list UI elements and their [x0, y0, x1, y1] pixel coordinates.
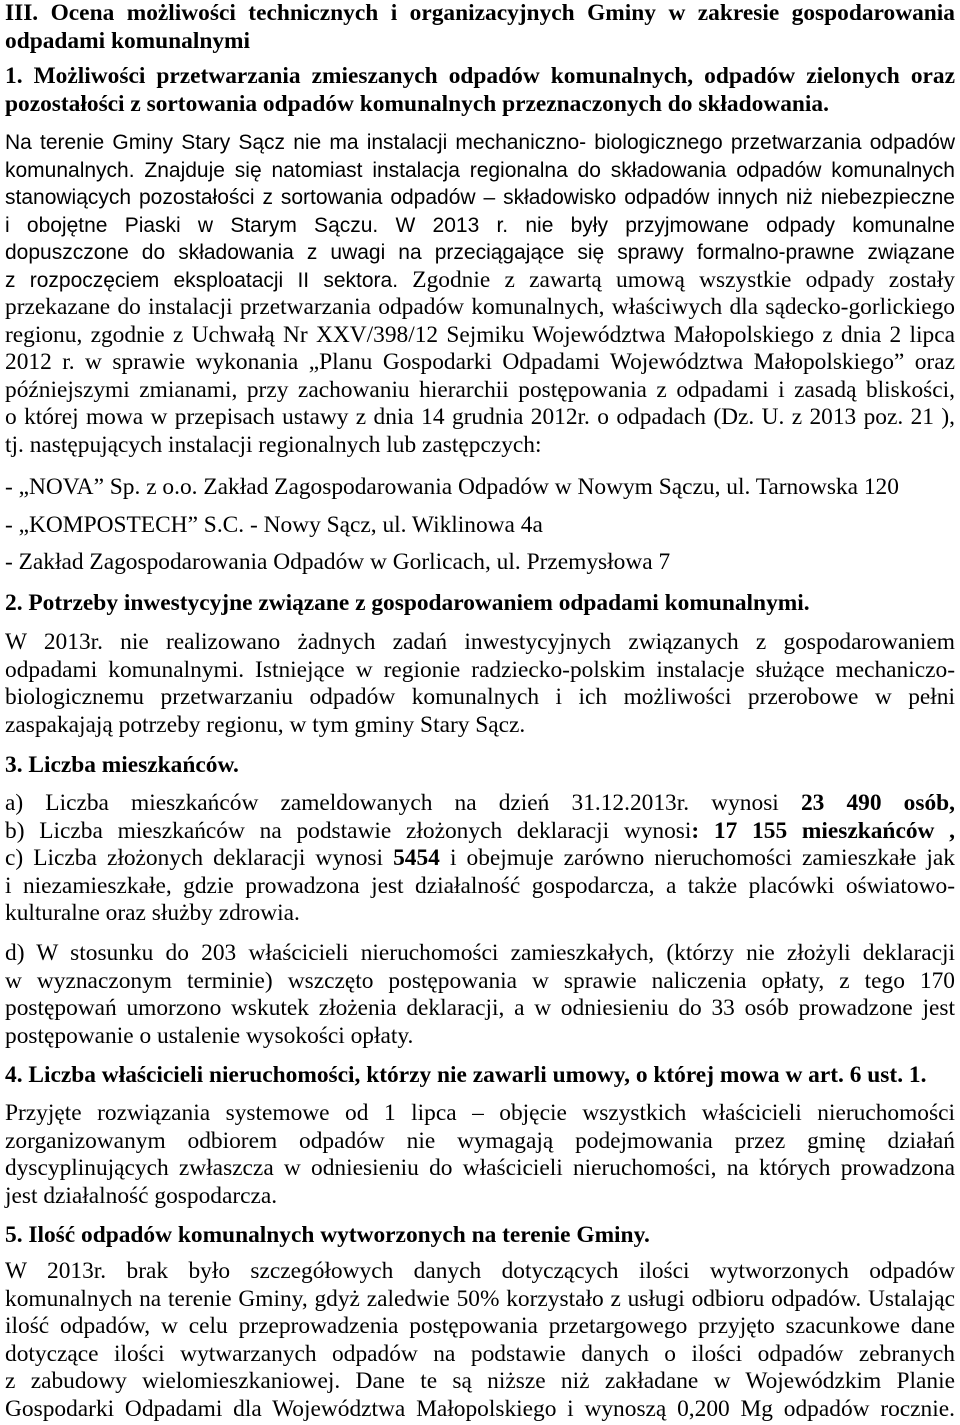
- document-title: [5, 0, 955, 55]
- installation-item-text: - „NOVA” Sp. z o.o. Zakład Zagospodarowania Odpadów w Nowym Sączu, ul. Tarnowska 120: [5, 474, 899, 500]
- item-c-line: [5, 845, 955, 873]
- heading-line: 1. Możliwości przetwarzania zmieszanych odpadów komunalnych, odpadów zielonych oraz: [5, 63, 955, 89]
- installation-item: [5, 549, 955, 577]
- paragraph-line: dyscyplinujących zwłaszcza w odniesieniu do właścicieli nieruchomości, na których prowadzona: [5, 1155, 955, 1181]
- paragraph-line: Gospodarki Odpadami dla Województwa Małopolskiego i wynoszą 0,200 Mg odpadów rocznie.: [5, 1395, 955, 1422]
- section-4-paragraph: [5, 1100, 955, 1210]
- paragraph-line: postępowanie o ustalenie wysokości opłaty.: [5, 1022, 414, 1049]
- serif-text-segment: Zgodnie z zawartą umową wszystkie odpady zostały: [412, 266, 955, 293]
- title-line: odpadami komunalnymi: [5, 27, 251, 54]
- heading-line: 4. Liczba właścicieli nieruchomości, którzy nie zawarli umowy, o której mowa w art. 6 ust. 1.: [5, 1062, 927, 1088]
- installation-item: [5, 512, 955, 540]
- paragraph-line: późniejszymi zmianami, przy zachowaniu hierarchii postępowania z odpadami i zasadą bliskości,: [5, 376, 955, 403]
- heading-line: 3. Liczba mieszkańców.: [5, 752, 239, 778]
- paragraph-line: komunalnych na terenie Gminy, gdyż zaledwie 50% korzystało z usługi odbioru odpadów. Ustalając: [5, 1285, 955, 1312]
- section-3-item-d: [5, 940, 955, 1050]
- heading-line: 2. Potrzeby inwestycyjne związane z gospodarowaniem odpadami komunalnymi.: [5, 590, 810, 616]
- heading-line: pozostałości z sortowania odpadów komunalnych przeznaczonych do składowania.: [5, 90, 829, 117]
- item-c-text-after: i obejmuje zarówno nieruchomości zamieszkałe jak: [449, 845, 955, 871]
- item-b-text: b) Liczba mieszkańców na podstawie złożonych deklaracji wynosi: [5, 817, 692, 844]
- paragraph-line: zaspakajają potrzeby regionu, w tym gminy Stary Sącz.: [5, 711, 526, 738]
- installation-item: [5, 474, 955, 502]
- section-5-paragraph: [5, 1258, 955, 1423]
- item-b-line: [5, 818, 955, 846]
- paragraph-line: postępowań umorzono wskutek złożenia deklaracji, a w odniesieniu do 33 osób prowadzone jest: [5, 995, 955, 1021]
- section-4-heading: [5, 1062, 955, 1090]
- section-2-heading: [5, 590, 955, 618]
- paragraph-line: odpadami komunalnymi. Istniejące w regionie radziecko-polskim instalacje służące mechaniczo-: [5, 656, 955, 683]
- item-a-line: [5, 790, 955, 818]
- paragraph-line: 2012 r. w sprawie wykonania „Planu Gospodarki Odpadami Województwa Małopolskiego” oraz: [5, 349, 955, 375]
- paragraph-line: d) W stosunku do 203 właścicieli nieruchomości zamieszkałych, (którzy nie złożyli deklaracji: [5, 940, 955, 966]
- item-c-value: 5454: [393, 845, 440, 871]
- item-c-text-before: c) Liczba złożonych deklaracji wynosi: [5, 845, 384, 871]
- paragraph-line: Przyjęte rozwiązania systemowe od 1 lipca – objęcie wszystkich właścicieli nieruchomości: [5, 1100, 955, 1126]
- title-line: III. Ocena możliwości technicznych i organizacyjnych Gminy w zakresie gospodarowania: [5, 0, 955, 26]
- section-5-heading: [5, 1222, 955, 1250]
- paragraph-line: dotyczące ilości wytwarzanych odpadów na podstawie danych o ilości odpadów zebranych: [5, 1340, 955, 1367]
- paragraph-line: przekazane do instalacji przetwarzania odpadów komunalnych, właściwych dla sądecko-gorlickiego: [5, 294, 955, 320]
- paragraph-line: dopuszczone do składowania z uwagi na przeciągające się sprawy formalno-prawne związane: [5, 241, 955, 264]
- sans-text-segment: z rozpoczęciem eksploatacji II sektora.: [5, 268, 399, 292]
- paragraph-line: kulturalne oraz służby zdrowia.: [5, 900, 300, 926]
- item-a-value: 23 490 osób,: [800, 790, 955, 816]
- paragraph-line: z zabudowy wielomieszkaniowej. Dane te są niższe niż zakładane w Wojewódzkim Planie: [5, 1368, 955, 1394]
- paragraph-line: i niezamieszkałe, gdzie prowadzona jest działalność gospodarcza, a także placówki oświatowo-: [5, 872, 955, 899]
- paragraph-line: ilość odpadów, w celu przeprowadzenia postępowania przetargowego przyjęto szacunkowe dane: [5, 1313, 955, 1339]
- paragraph-line: Na terenie Gminy Stary Sącz nie ma instalacji mechaniczno- biologicznego przetwarzania odpadów: [5, 131, 955, 154]
- paragraph-line: komunalnych. Znajduje się natomiast instalacja regionalna do składowania odpadów komunalnych: [5, 158, 955, 182]
- section-1-paragraph: [5, 129, 955, 459]
- paragraph-line: W 2013r. brak było szczegółowych danych dotyczących ilości wytworzonych odpadów: [5, 1258, 955, 1284]
- item-b-value: : 17 155 mieszkańców ,: [691, 817, 955, 844]
- paragraph-line: w wyznaczonym terminie) wszczęto postępowania w sprawie naliczenia opłaty, z tego 170: [5, 967, 955, 994]
- paragraph-line: biologicznemu przetwarzaniu odpadów komunalnych i ich możliwości przerobowe w pełni: [5, 684, 955, 710]
- paragraph-line: tj. następujących instalacji regionalnych lub zastępczych:: [5, 431, 542, 458]
- paragraph-line: i obojętne Piaski w Starym Sączu. W 2013 r. nie były przyjmowane odpady komunalne: [5, 213, 955, 237]
- heading-line: 5. Ilość odpadów komunalnych wytworzonych na terenie Gminy.: [5, 1222, 650, 1248]
- paragraph-line: zorganizowanym odbiorem odpadów nie wymagają podejmowania przez gminę działań: [5, 1127, 955, 1154]
- item-a-text: a) Liczba mieszkańców zameldowanych na dzień 31.12.2013r. wynosi: [5, 790, 779, 816]
- installation-item-text: - Zakład Zagospodarowania Odpadów w Gorlicach, ul. Przemysłowa 7: [5, 549, 671, 575]
- section-2-paragraph: [5, 629, 955, 739]
- section-3-heading: [5, 752, 955, 780]
- paragraph-line: stanowiących pozostałości z sortowania odpadów – składowisko odpadów innych niż niebezpieczne: [5, 186, 955, 209]
- paragraph-line: W 2013r. nie realizowano żadnych zadań inwestycyjnych związanych z gospodarowaniem: [5, 629, 955, 655]
- paragraph-line-mixed: [5, 267, 955, 295]
- paragraph-line: regionu, zgodnie z Uchwałą Nr XXV/398/12 Sejmiku Województwa Małopolskiego z dnia 2 lipca: [5, 321, 955, 348]
- paragraph-line: jest działalność gospodarcza.: [5, 1182, 278, 1209]
- section-3-items-abc: [5, 790, 955, 928]
- section-1-heading: [5, 63, 955, 118]
- installation-item-text: - „KOMPOSTECH” S.C. - Nowy Sącz, ul. Wiklinowa 4a: [5, 512, 543, 538]
- paragraph-line: o której mowa w przepisach ustawy z dnia 14 grudnia 2012r. o odpadach (Dz. U. z 2013 poz. 21 ),: [5, 404, 955, 430]
